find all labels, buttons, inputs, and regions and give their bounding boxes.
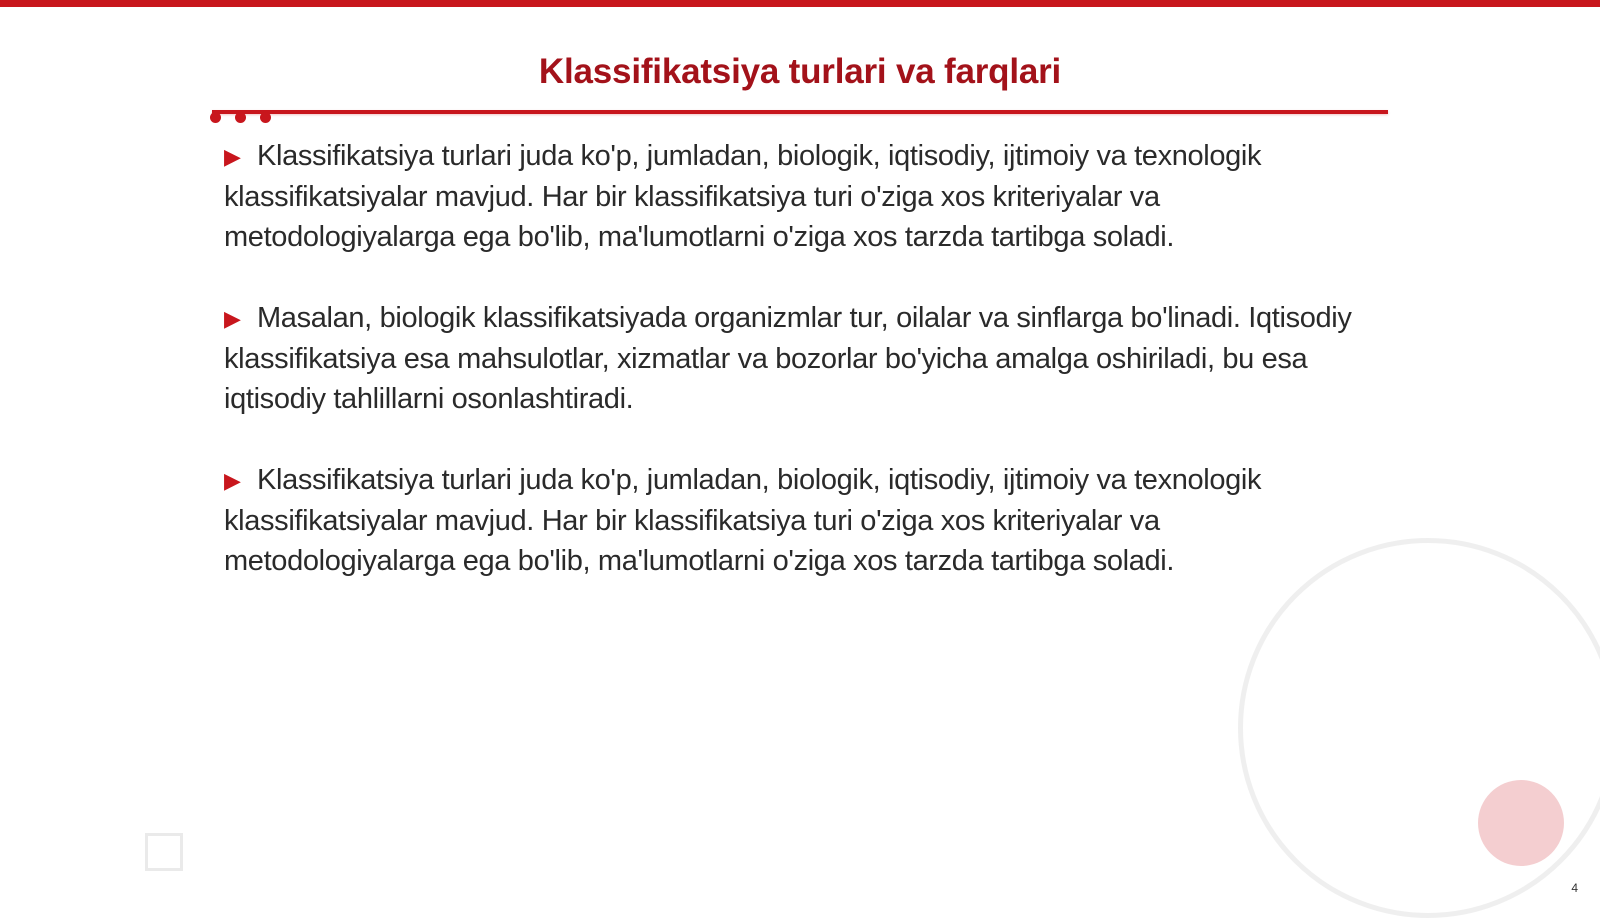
bullet-paragraph [224, 298, 1374, 419]
paragraph-text: Klassifikatsiya turlari juda ko'p, jumladan, biologik, iqtisodiy, ijtimoiy va texnologik klassifikatsiyalar mavjud. Har bir klassifikatsiya turi o'ziga xos kriteriyalar va metodologiyalarga ega bo'lib, ma'lumotlarni o'ziga xos tarzda tartibga soladi. [224, 464, 1262, 577]
slide-title: Klassifikatsiya turlari va farqlari [538, 52, 1062, 91]
page-number: 4 [1571, 881, 1578, 895]
slide-body [224, 136, 1374, 622]
bullet-arrow-icon: ▶ [224, 306, 241, 331]
bullet-arrow-icon: ▶ [224, 144, 241, 169]
decorative-ring [1238, 538, 1600, 918]
decorative-circle [1478, 780, 1564, 866]
decorative-square [145, 833, 183, 871]
underline-dot [260, 112, 271, 123]
bullet-arrow-icon: ▶ [224, 468, 241, 493]
title-underline [212, 110, 1388, 114]
underline-dot [210, 112, 221, 123]
bullet-paragraph [224, 136, 1374, 257]
paragraph-text: Klassifikatsiya turlari juda ko'p, jumladan, biologik, iqtisodiy, ijtimoiy va texnologik klassifikatsiyalar mavjud. Har bir klassifikatsiya turi o'ziga xos kriteriyalar va metodologiyalarga ega bo'lib, ma'lumotlarni o'ziga xos tarzda tartibga soladi. [224, 140, 1262, 253]
bullet-paragraph [224, 460, 1374, 581]
top-accent-bar [0, 0, 1600, 7]
underline-dot [235, 112, 246, 123]
paragraph-text: Masalan, biologik klassifikatsiyada organizmlar tur, oilalar va sinflarga bo'linadi. Iqtisodiy klassifikatsiya esa mahsulotlar, xizmatlar va bozorlar bo'yicha amalga oshiriladi, bu esa iqtisodiy tahlillarni osonlashtiradi. [224, 302, 1352, 415]
